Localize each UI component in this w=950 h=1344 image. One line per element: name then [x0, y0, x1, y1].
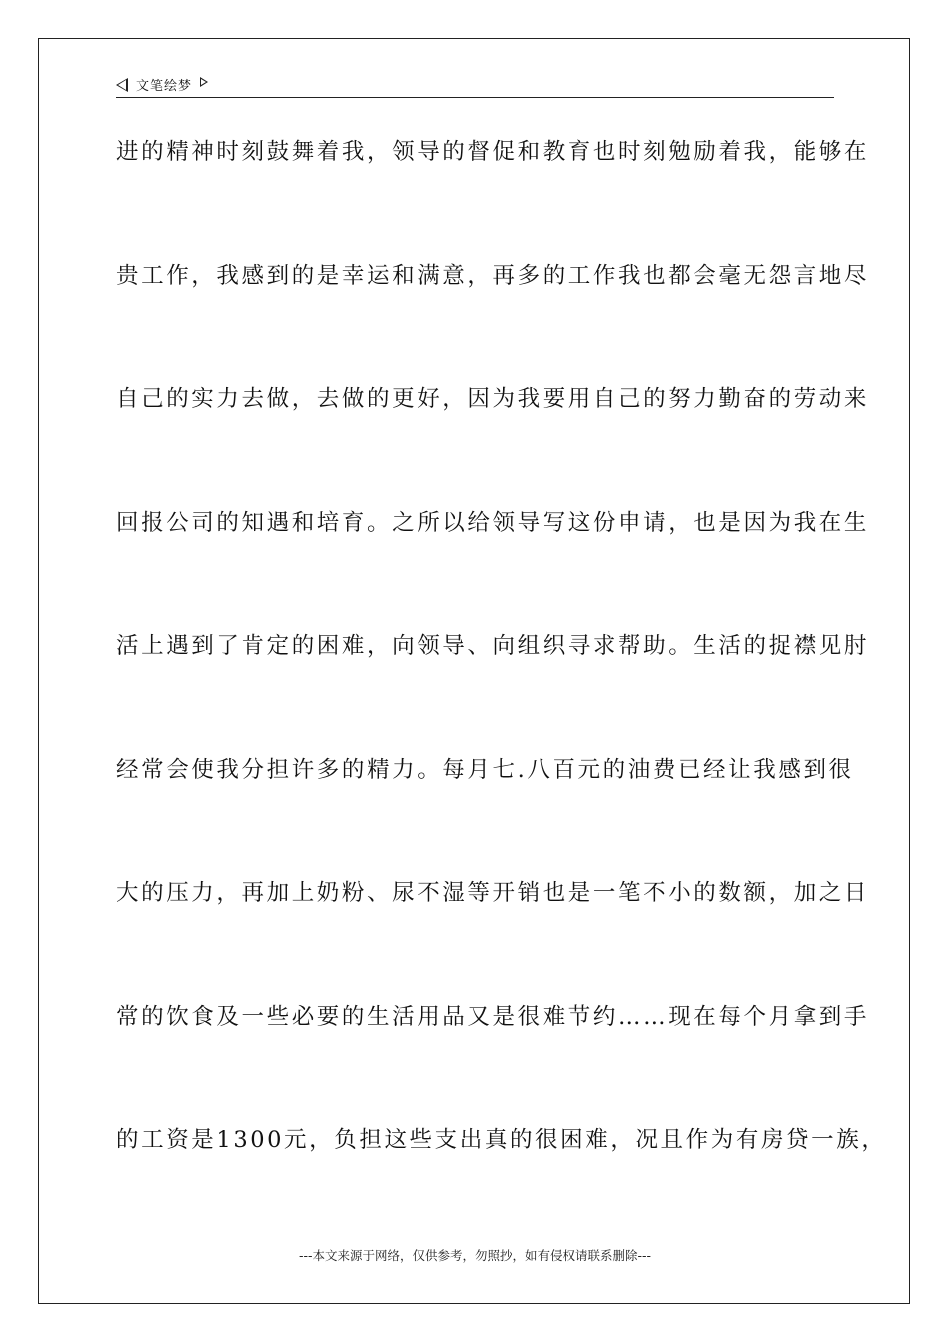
body-line: 回报公司的知遇和培育。之所以给领导写这份申请，也是因为我在生 — [116, 509, 870, 536]
body-line: 自己的实力去做，去做的更好，因为我要用自己的努力勤奋的劳动来 — [116, 386, 870, 412]
triangle-left-icon — [116, 78, 128, 92]
page-header — [116, 72, 834, 98]
body-line: 大的压力，再加上奶粉、尿不湿等开销也是一笔不小的数额，加之日 — [116, 880, 870, 906]
body-line: 贵工作，我感到的是幸运和满意，再多的工作我也都会毫无怨言地尽 — [116, 262, 870, 289]
triangle-right-icon — [200, 77, 208, 87]
document-body — [116, 128, 887, 1240]
header-title: 文笔绘梦 — [136, 79, 193, 94]
body-line: 进的精神时刻鼓舞着我，领导的督促和教育也时刻勉励着我，能够在 — [116, 139, 870, 165]
body-line: 活上遇到了肯定的困难，向领导、向组织寻求帮助。生活的捉襟见肘 — [116, 633, 870, 659]
body-line: 的工资是1300元，负担这些支出真的很困难，况且作为有房贷一族， — [116, 1127, 887, 1153]
body-line: 经常会使我分担许多的精力。每月七.八百元的油费已经让我感到很 — [116, 756, 854, 783]
footer-disclaimer: ---本文来源于网络，仅供参考，勿照抄，如有侵权请联系删除--- — [298, 1248, 652, 1263]
body-line: 常的饮食及一些必要的生活用品又是很难节约……现在每个月拿到手 — [116, 1003, 870, 1030]
